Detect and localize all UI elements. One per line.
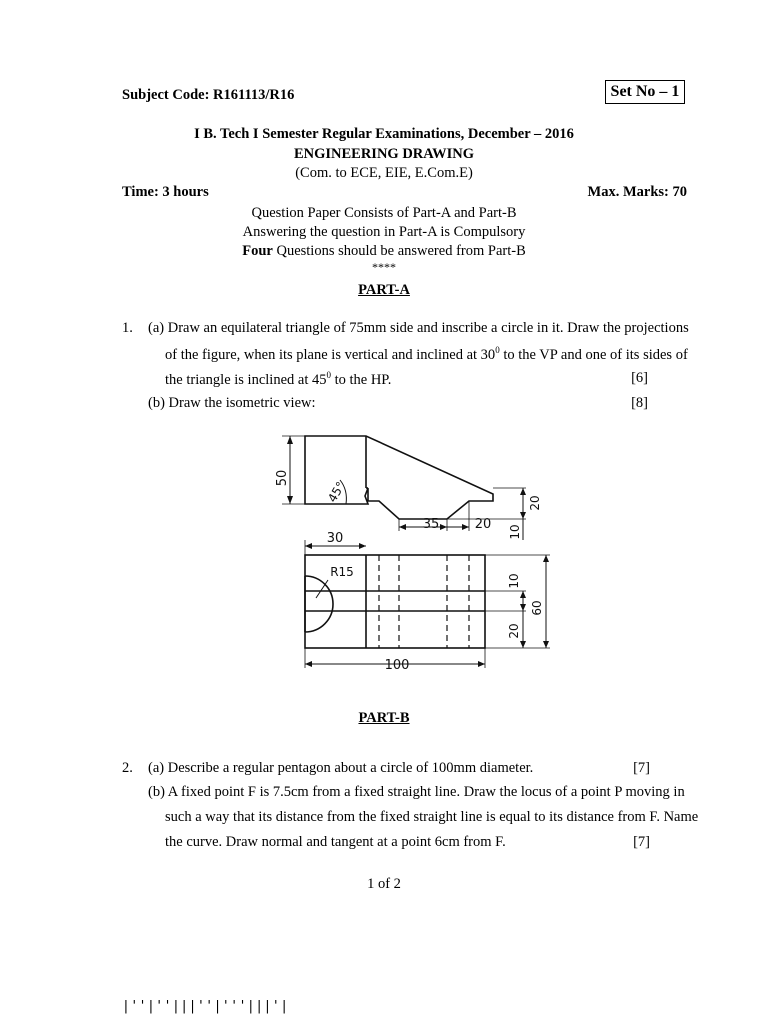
q1a-line-3-text-b: to the HP. — [330, 371, 392, 388]
degree-superscript: 0 — [495, 345, 500, 355]
branches: (Com. to ECE, EIE, E.Com.E) — [295, 165, 473, 181]
part-a-heading: PART-A — [358, 282, 410, 298]
dim-label-60: 60 — [530, 600, 544, 616]
q1b-text: (b) Draw the isometric view: — [148, 395, 316, 411]
dim-label-r15: R15 — [330, 565, 354, 579]
part-b-heading: PART-B — [358, 710, 410, 726]
q2b-line-2: such a way that its distance from the fixed straight line is equal to its distance from F. Name — [165, 809, 699, 825]
set-number-box: Set No – 1 — [605, 80, 685, 104]
dim-label-20-right: 20 — [528, 495, 542, 511]
q1a-marks: [6] — [631, 370, 648, 386]
q1-number: 1. — [122, 320, 133, 336]
q2b-marks: [7] — [633, 834, 650, 850]
course-title: ENGINEERING DRAWING — [293, 146, 475, 162]
dim-label-45: 45° — [325, 479, 348, 505]
q1a-line-2-text-a: of the figure, when its plane is vertical and inclined at 30 — [165, 346, 496, 363]
q2a-marks: [7] — [633, 760, 650, 776]
instruction-rest: Questions should be answered from Part-B — [272, 243, 526, 259]
dim-label-100: 100 — [384, 658, 410, 673]
q1a-line-3-text-a: the triangle is inclined at 45 — [165, 371, 327, 388]
q2-number: 2. — [122, 760, 133, 776]
q1a-line-2 — [165, 345, 688, 364]
max-marks: Max. Marks: 70 — [587, 184, 687, 200]
dim-label-20-front: 20 — [474, 517, 492, 532]
instruction-line-2: Answering the question in Part-A is Compulsory — [242, 224, 526, 240]
instruction-four: Four — [242, 243, 273, 259]
q1a-line-2-text-b: to the VP and one of its sides of — [499, 346, 688, 363]
dim-label-30: 30 — [326, 531, 344, 546]
q2b-line-3: the curve. Draw normal and tangent at a point 6cm from F. — [165, 834, 506, 850]
barcode-text: |''|''|||''|'''|||'| — [122, 999, 289, 1014]
exam-title: I B. Tech I Semester Regular Examinations, December – 2016 — [194, 126, 574, 142]
instruction-line-1: Question Paper Consists of Part-A and Part-B — [251, 205, 517, 221]
r15-semicircle — [305, 576, 333, 632]
q2a-text: (a) Describe a regular pentagon about a circle of 100mm diameter. — [148, 760, 534, 776]
degree-superscript: 0 — [326, 370, 331, 380]
stars-separator: **** — [372, 260, 396, 274]
q1b-marks: [8] — [631, 395, 648, 411]
q2b-line-1: (b) A fixed point F is 7.5cm from a fixed straight line. Draw the locus of a point P moving in — [148, 784, 685, 800]
dim-label-50: 50 — [275, 469, 290, 487]
page-number: 1 of 2 — [367, 876, 401, 892]
dim-label-20-top: 20 — [507, 623, 521, 639]
subject-code: Subject Code: R161113/R16 — [122, 87, 295, 103]
time-allowed: Time: 3 hours — [122, 184, 209, 200]
dim-label-10-top: 10 — [507, 573, 521, 589]
front-view-outline — [305, 436, 493, 519]
dim-label-35: 35 — [422, 517, 440, 532]
q1a-line-3 — [165, 370, 391, 389]
dim-label-10-right: 10 — [508, 524, 522, 540]
q1a-line-1: (a) Draw an equilateral triangle of 75mm side and inscribe a circle in it. Draw the projections — [148, 320, 689, 336]
engineering-drawing-figure — [268, 428, 568, 673]
instruction-line-3 — [0, 243, 768, 260]
